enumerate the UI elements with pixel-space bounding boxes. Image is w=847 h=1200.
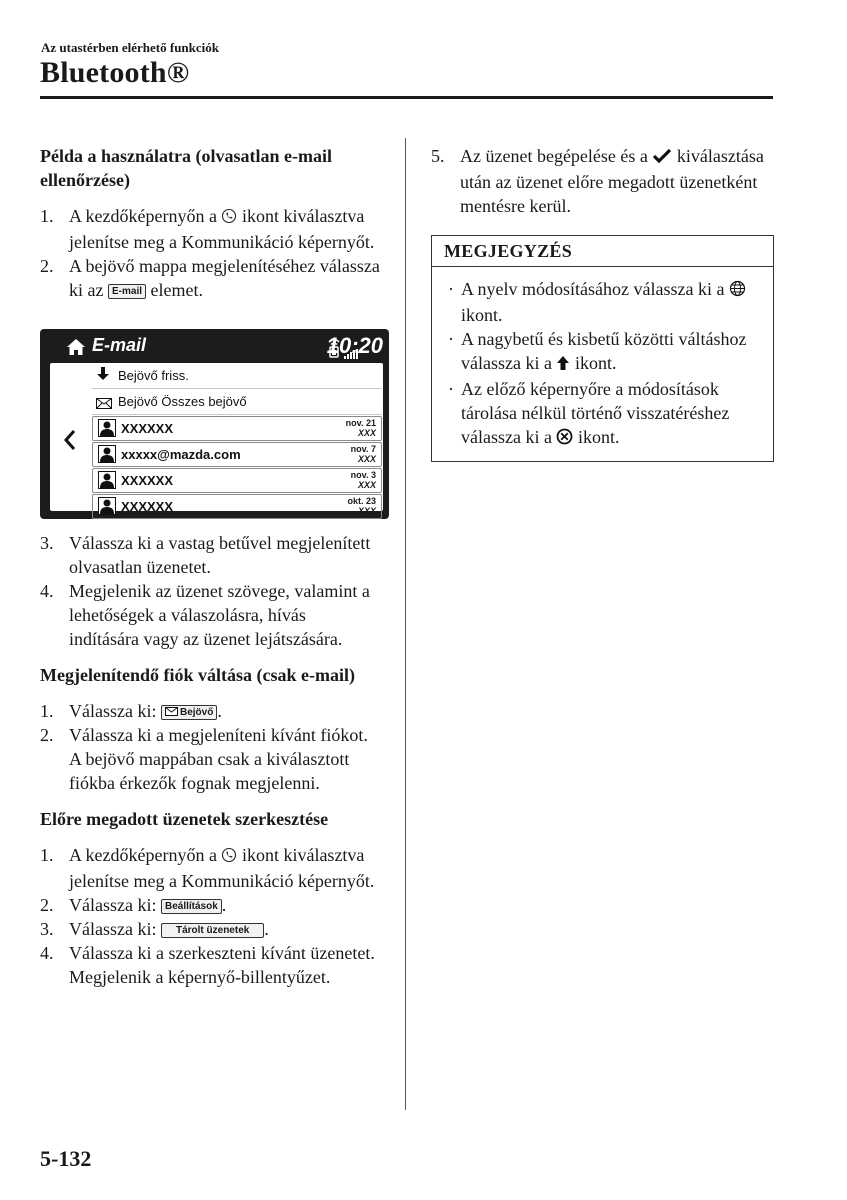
- example-heading: Példa a használatra (olvasatlan e-mail ellenőrzése): [40, 146, 332, 190]
- contact-icon: [98, 419, 116, 442]
- cancel-icon: [556, 427, 573, 451]
- right-column: [431, 144, 773, 462]
- screen-body: [50, 363, 383, 516]
- step-5: 5. Az üzenet begépelése és a kiválasztása után az üzenet előre megadott üzenetként mentésre kerül.: [431, 146, 764, 216]
- page-number: 5-132: [40, 1146, 92, 1171]
- list-item-new-inbox[interactable]: Bejövő friss.: [92, 363, 382, 389]
- step-b3: 3. Válassza ki a vastag betűvel megjelenített olvasatlan üzenetet.: [40, 533, 371, 577]
- step-d1: 1. A kezdőképernyőn a ikont kiválasztva jelenítse meg a Kommunikáció képernyőt.: [40, 845, 375, 891]
- section-subheading: Az utastérben elérhető funkciók: [41, 40, 220, 55]
- email-screen: [40, 329, 389, 519]
- step-d2: 2. Válassza ki: Beállítások .: [40, 895, 227, 915]
- predefined-heading: Előre megadott üzenetek szerkesztése: [40, 809, 329, 829]
- communication-icon: [221, 845, 237, 869]
- step-b4: 4. Megjelenik az üzenet szövege, valamint a lehetőségek a válaszolásra, hívás indítására vagy az üzenet lejátszására.: [40, 581, 370, 649]
- globe-icon: [729, 279, 746, 303]
- back-button[interactable]: [50, 363, 90, 511]
- page-title: Bluetooth®: [40, 56, 190, 89]
- download-icon: [96, 366, 110, 387]
- account-heading: Megjelenítendő fiók váltása (csak e-mail): [40, 665, 355, 685]
- step-c1: 1. Válassza ki: Bejövő .: [40, 701, 222, 721]
- screen-clock: 10:20: [326, 333, 383, 358]
- note-box: [431, 235, 774, 462]
- step-c2: 2. Válassza ki a megjeleníteni kívánt fiókot. A bejövő mappában csak a kiválasztott fiókba érkezők fognak megjelenni.: [40, 725, 368, 793]
- left-column: [40, 144, 383, 989]
- communication-icon: [221, 206, 237, 230]
- table-row[interactable]: XXXXXX nov. 21 XXX: [92, 416, 382, 441]
- step-d3: 3. Válassza ki: Tárolt üzenetek .: [40, 919, 269, 939]
- chevron-left-icon: [64, 429, 76, 456]
- list-item-all-inbox[interactable]: Bejövő Összes bejövő: [92, 389, 382, 415]
- table-row[interactable]: xxxxx@mazda.com nov. 7 XXX: [92, 442, 382, 467]
- note-bullet: · A nagybetű és kisbetű közötti váltáshoz válassza ki a ikont.: [448, 327, 761, 377]
- title-rule: [40, 96, 773, 99]
- contact-icon: [98, 445, 116, 468]
- table-row[interactable]: XXXXXX nov. 3 XXX: [92, 468, 382, 493]
- step-d4: 4. Válassza ki a szerkeszteni kívánt üzenetet. Megjelenik a képernyő-billentyűzet.: [40, 943, 375, 987]
- stored-messages-button[interactable]: Tárolt üzenetek: [161, 923, 264, 938]
- note-body: [432, 267, 773, 461]
- note-bullet: · A nyelv módosításához válassza ki a ikont.: [448, 277, 761, 327]
- home-icon[interactable]: [66, 338, 86, 361]
- table-row[interactable]: XXXXXX okt. 23 XXX: [92, 494, 382, 519]
- note-heading: MEGJEGYZÉS: [432, 236, 773, 267]
- column-divider: [405, 138, 406, 1110]
- note-bullet: · Az előző képernyőre a módosítások tárolása nélkül történő visszatéréshez válassza ki a ikont.: [448, 377, 761, 451]
- envelope-icon: [96, 396, 112, 414]
- contact-icon: [98, 497, 116, 520]
- screen-header: [40, 329, 389, 365]
- checkmark-icon: [652, 146, 672, 170]
- step-a2: 2. A bejövő mappa megjelenítéséhez válassza ki az E-mail elemet.: [40, 256, 380, 300]
- step-a1: 1. A kezdőképernyőn a ikont kiválasztva jelenítse meg a Kommunikáció képernyőt.: [40, 206, 375, 252]
- settings-button[interactable]: Beállítások: [161, 899, 222, 914]
- message-list: [92, 363, 382, 519]
- email-button[interactable]: E-mail: [108, 284, 146, 299]
- contact-icon: [98, 471, 116, 494]
- screen-title: E-mail: [92, 335, 147, 355]
- envelope-icon: [165, 707, 178, 716]
- up-arrow-icon: [556, 353, 570, 377]
- inbox-button[interactable]: Bejövő: [161, 705, 217, 720]
